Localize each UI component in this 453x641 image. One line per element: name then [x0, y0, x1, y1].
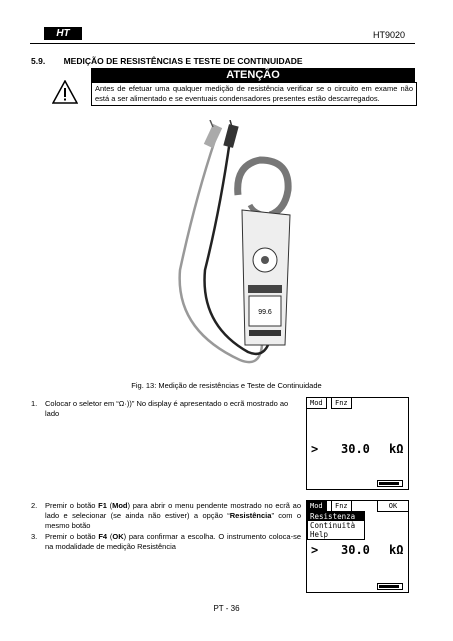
figure-caption: Fig. 13: Medição de resistências e Teste de Continuidade [131, 381, 322, 390]
meter-display-value: 99.6 [258, 309, 272, 316]
step-text: Colocar o seletor em “Ω·))” No display é apresentado o ecrã mostrado ao lado [45, 399, 289, 418]
prompt-symbol: > [311, 442, 319, 456]
tab-fnz[interactable]: Fnz [331, 398, 352, 409]
step-text: Premir o botão F1 (Mod) para abrir o menu pendente mostrado no ecrã ao lado e selecionar (se ainda não estiver) a opção “Resistência” com o mesmo botão [45, 501, 301, 530]
tab-mod[interactable]: Mod [307, 398, 327, 409]
battery-icon [377, 583, 403, 590]
section-heading [31, 56, 303, 66]
step-2 [31, 501, 301, 531]
section-title: MEDIÇÃO DE RESISTÊNCIAS E TESTE DE CONTINUIDADE [63, 56, 303, 66]
step-3 [31, 532, 301, 552]
page-number: PT - 36 [213, 604, 240, 613]
header-divider [30, 43, 415, 44]
menu-item-continuita[interactable]: Continuità [310, 521, 356, 530]
warning-title: ATENÇÃO [91, 68, 415, 82]
model-number: HT9020 [372, 30, 405, 40]
dropdown-menu [307, 511, 365, 540]
step-number: 1. [31, 399, 38, 408]
brand-logo: HT [44, 27, 82, 40]
reading-value: 30.0 [341, 442, 370, 456]
warning-triangle-icon [52, 80, 78, 104]
prompt-symbol: > [311, 543, 319, 557]
menu-item-resistenza[interactable]: Resistenza [308, 512, 364, 521]
red-probe [204, 120, 222, 148]
section-number: 5.9. [31, 56, 46, 66]
step-1 [31, 399, 301, 419]
tab-fnz[interactable]: Fnz [331, 501, 352, 512]
lcd-screen-2 [306, 500, 409, 593]
reading-unit: kΩ [389, 543, 404, 557]
battery-icon [377, 480, 403, 487]
warning-text: Antes de efetuar uma qualquer medição de resistência verificar se o circuito em exame não está a ser alimentado e se eventuais condensadores presentes estão descarregados. [91, 82, 417, 106]
clamp-meter-illustration [150, 120, 300, 375]
step-text: Premir o botão F4 (OK) para confirmar a escolha. O instrumento coloca-se na modalidade de medição Resistência [45, 532, 301, 551]
lcd-screen-1 [306, 397, 409, 490]
menu-item-help[interactable]: Help [310, 530, 329, 539]
step-number: 3. [31, 532, 38, 541]
step-number: 2. [31, 501, 38, 510]
reading-unit: kΩ [389, 442, 404, 456]
tab-ok[interactable]: OK [377, 501, 408, 512]
black-probe [223, 120, 238, 148]
tab-mod[interactable]: Mod [307, 501, 327, 512]
reading-value: 30.0 [341, 543, 370, 557]
